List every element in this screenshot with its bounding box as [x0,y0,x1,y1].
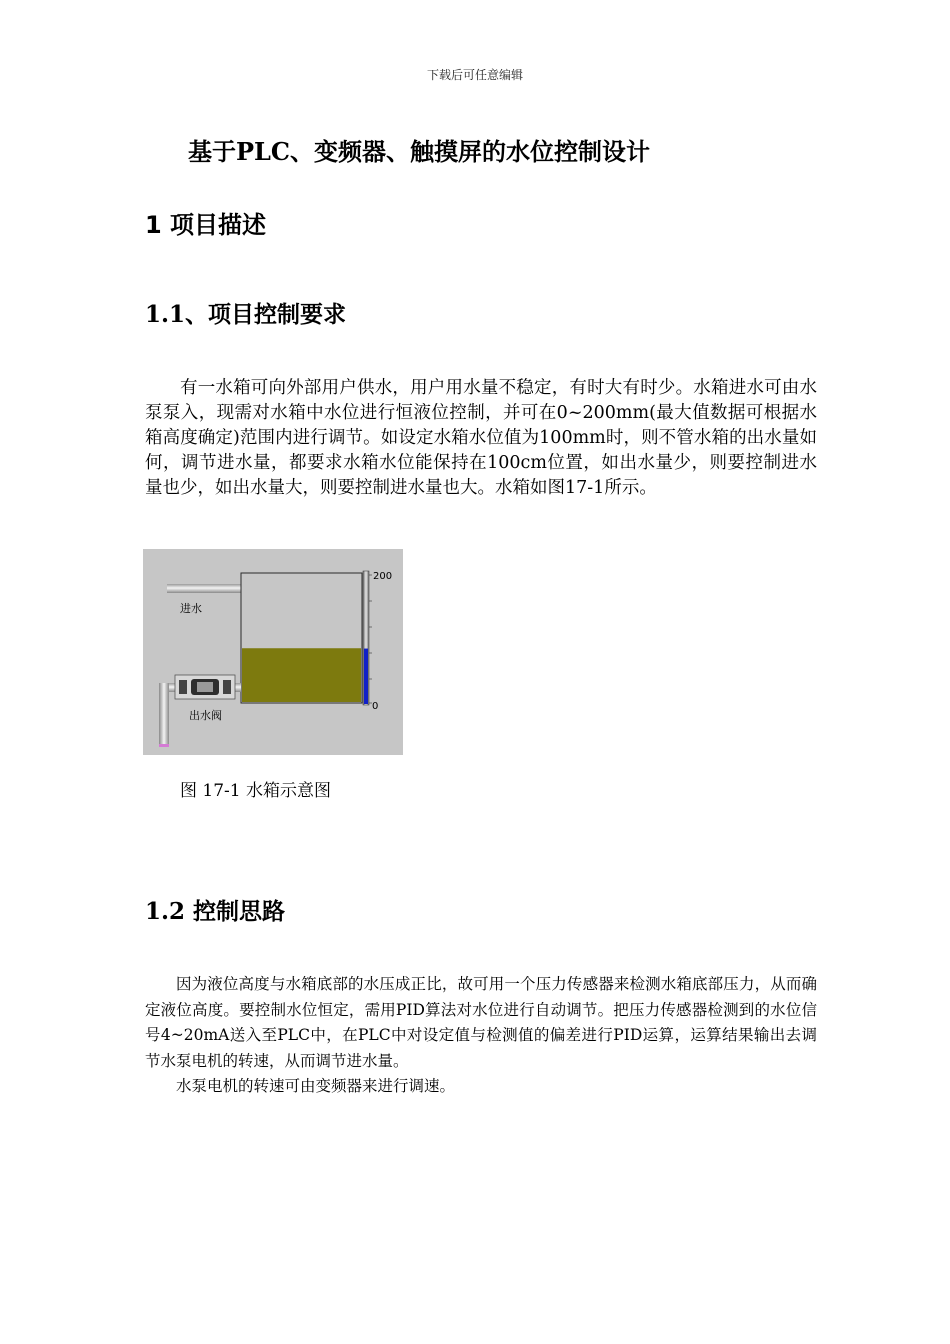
outlet-pipe-end [159,744,169,747]
document-title: 基于PLC、变频器、触摸屏的水位控制设计 [188,137,651,166]
control-requirement-paragraph [145,376,817,501]
paragraph-text: 水泵电机的转速可由变频器来进行调速。 [176,1077,456,1095]
paragraph-text: 有一水箱可向外部用户供水，用户用水量不稳定，有时大有时少。水箱进水可由水泵泵入，现需对水箱中水位进行恒液位控制，并可在0~200mm(最大值数据可根据水箱高度确定)范围内进行调节。如设定水箱水位值为100mm时，则不管水箱的出水量如何，调节进水量，都要求水箱水位能保持在100cm位置，如出水量少，则要控制进水量也少，如出水量大，则要控制进水量也大。水箱如图17-1所示。 [145,378,817,498]
figure-caption: 图 17-1 水箱示意图 [180,781,331,801]
outlet-pipe-vertical [159,683,169,747]
level-bar-fill [364,649,368,704]
scale-max-label: 200 [373,571,393,582]
tank-water [242,648,361,702]
control-idea-paragraphs [145,972,817,1100]
scale-min-label: 0 [372,701,379,712]
header-note: 下载后可任意编辑 [426,68,523,82]
inlet-label: 进水 [180,602,202,615]
section-heading-1-2: 1.2 控制思路 [145,898,286,925]
section-heading-1: 1 项目描述 [145,211,267,239]
paragraph-text: 因为液位高度与水箱底部的水压成正比，故可用一个压力传感器来检测水箱底部压力，从而确定液位高度。要控制水位恒定，需用PID算法对水位进行自动调节。把压力传感器检测到的水位信号4~20mA送入至PLC中，在PLC中对设定值与检测值的偏差进行PID运算，运算结果输出去调节水泵电机的转速，从而调节进水量。 [145,975,817,1070]
outlet-valve-icon [175,675,235,699]
water-tank-figure [143,549,403,755]
inlet-pipe [167,584,247,593]
outlet-label: 出水阀 [189,709,222,722]
section-heading-1-1: 1.1、项目控制要求 [145,301,347,328]
scale-ticks [369,575,372,703]
